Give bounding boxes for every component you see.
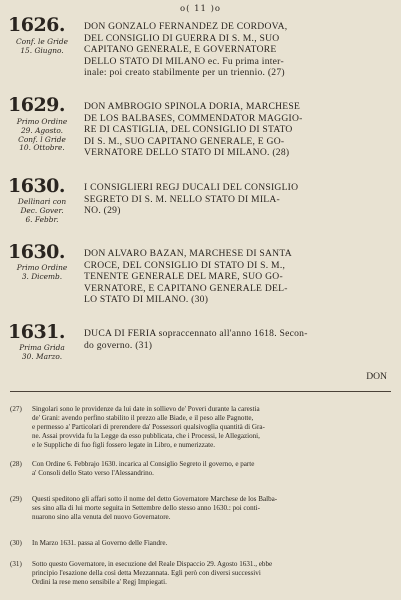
footnote-text: [32, 539, 392, 548]
entry-text: [84, 182, 394, 217]
entry-line: DON ALVARO BAZAN, MARCHESE DI SANTA: [84, 248, 292, 259]
entry-line: CAPITANO GENERALE, E GOVERNATORE: [84, 44, 277, 56]
footnote-line: e le Suppliche di fuo figli fossero legate in Libro, e numerizzate.: [32, 441, 215, 450]
footnote-line: nuarono sino alla venuta del nuovo Governatore.: [32, 513, 171, 522]
entry-line: NO. (29): [84, 205, 121, 217]
footnote-line: a' Consoli dello Stato verso l'Alessandrino.: [32, 469, 154, 478]
entry-line: do governo. (31): [84, 339, 153, 351]
footnote-number: (31): [10, 560, 22, 568]
entry-line: I CONSIGLIERI REGJ DUCALI DEL CONSIGLIO: [84, 182, 299, 193]
footnote-line: de' Grani: avendo perfino stabilito il prezzo alle Biade, e il peso alle Pagnotte,: [32, 414, 254, 423]
entry-year: 1630.: [8, 241, 65, 263]
side-line: 10. Ottobre.: [19, 143, 65, 153]
footnote-line: Questi speditono gli affari sotto il nome del detto Governatore Marchese de los Balba-: [32, 495, 278, 503]
side-line: 30. Marzo.: [21, 351, 63, 361]
footnote-line: Con Ordine 6. Febbrajo 1630. incarica al Consiglio Segreto il governo, e parte: [32, 460, 255, 468]
entry-side-note: [6, 198, 78, 224]
side-line: 6. Febbr.: [25, 214, 59, 224]
footnote-divider: [10, 391, 391, 392]
side-line: Dec. Gover.: [20, 205, 64, 215]
entry-line: LO STATO DI MILANO. (30): [84, 294, 209, 306]
side-line: Primo Ordine: [16, 263, 68, 272]
side-line: 3. Dicemb.: [21, 271, 63, 281]
entry-line: CROCE, DEL CONSIGLIO DI STATO DI S. M.,: [84, 259, 286, 271]
footnote-line: Ordini la rese meno sensibile a' Regj Impiegati.: [32, 578, 167, 587]
side-line: Dellinari con: [17, 197, 67, 206]
footnote-27: [10, 405, 393, 453]
footnote-line: e permesso a' Particolari di prerendere da' Possessori qualsivoglia quantità di Gra-: [32, 423, 265, 432]
footnote-line: principio l'esazione della così detta Mezzannata. Egli però con diversi successivi: [32, 569, 261, 578]
entry-line: SEGRETO DI S. M. NELLO STATO DI MILA-: [84, 193, 280, 205]
side-line: Conf. l Gride: [18, 134, 66, 144]
footnote-number: (29): [10, 495, 22, 503]
entry-line: DON GONZALO FERNANDEZ DE CORDOVA,: [84, 21, 288, 32]
side-line: 29. Agosto.: [20, 125, 64, 135]
catchword: DON: [366, 371, 387, 382]
footnote-text: [32, 405, 392, 450]
side-line: Primo Ordine: [16, 117, 68, 126]
entry-line: TENENTE GENERALE DEL MARE, SUO GO-: [84, 271, 283, 283]
entry-line: DI S. M., SUO CAPITANO GENERALE, E GO-: [84, 135, 285, 147]
side-line: Conf. le Gride: [15, 37, 69, 46]
entry-text: [84, 328, 394, 351]
entry-text: [84, 21, 394, 79]
entry-side-note: [6, 344, 78, 362]
entry-side-note: [6, 264, 78, 282]
footnote-line: Sotto questo Governatore, in esecuzione del Reale Dispaccio 29. Agosto 1631., ebbe: [32, 560, 273, 568]
page-number: o( 11 )o: [179, 4, 222, 14]
entry-side-note: [6, 118, 78, 153]
footnote-line: ses sino alla di lui morte seguita in Settembre dello stesso anno 1630.: poi conti-: [32, 504, 260, 513]
entry-line: DUCA DI FERIA sopraccennato all'anno 1618. Secon-: [84, 328, 308, 339]
entry-line: VERNATORE, E CAPITANO GENERALE DEL-: [84, 282, 288, 294]
footnote-number: (30): [10, 539, 22, 547]
entry-year: 1629.: [8, 94, 65, 116]
entry-text: [84, 101, 394, 159]
footnote-number: (27): [10, 405, 22, 413]
entry-line: DON AMBROGIO SPINOLA DORIA, MARCHESE: [84, 101, 301, 112]
entry-year: 1631.: [8, 321, 65, 343]
side-line: Prima Grida: [19, 343, 65, 352]
footnote-line: ne. Assai provvida fu la Legge da esso pubblicata, che i Processi, le Allegazioni,: [32, 432, 260, 441]
entry-line: DELLO STATO DI MILANO ec. Fu prima inter-: [84, 55, 284, 67]
side-line: 15. Giugno.: [20, 45, 64, 55]
entry-line: RE DI CASTIGLIA, DEL CONSIGLIO DI STATO: [84, 124, 293, 136]
footnote-number: (28): [10, 460, 22, 468]
entry-line: VERNATORE DELLO STATO DI MILANO. (28): [84, 147, 290, 159]
entry-line: DEL CONSIGLIO DI GUERRA DI S. M., SUO: [84, 32, 280, 44]
footnote-text: [32, 560, 392, 587]
entry-text: [84, 248, 394, 306]
entry-line: DE LOS BALBASES, COMMENDATOR MAGGIO-: [84, 112, 303, 124]
footnote-line: Singolari sono le providenze da lui date in sollievo de' Poveri durante la carestia: [32, 405, 260, 413]
entry-line: inale: poi creato stabilmente per un triennio. (27): [84, 67, 285, 79]
entry-side-note: [6, 38, 78, 56]
footnote-text: [32, 460, 392, 478]
entry-year: 1630.: [8, 175, 65, 197]
footnote-line: In Marzo 1631. passa al Governo delle Fiandre.: [32, 539, 168, 547]
footnote-text: [32, 495, 392, 522]
entry-year: 1626.: [8, 14, 65, 36]
